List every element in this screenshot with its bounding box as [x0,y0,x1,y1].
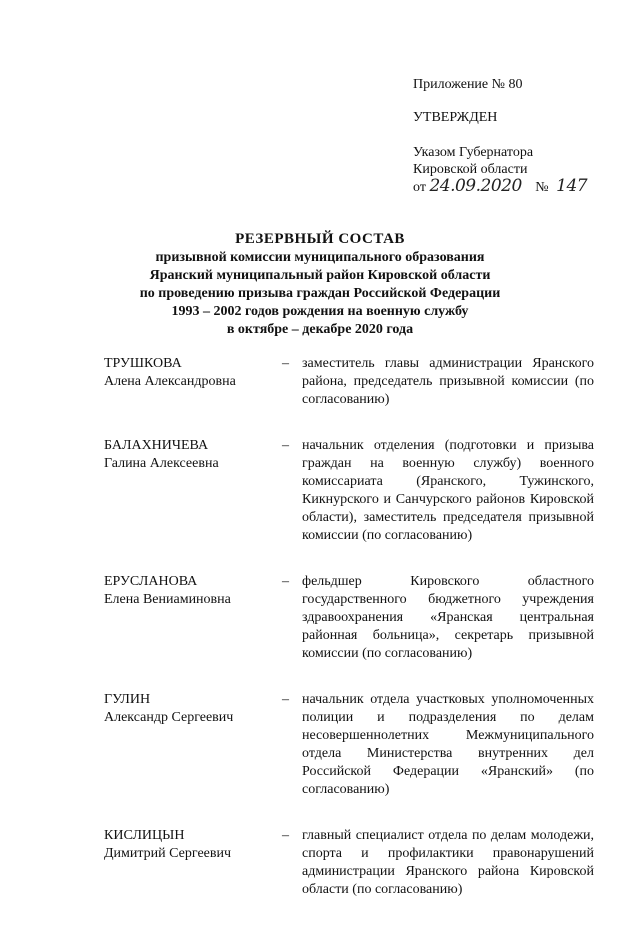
number-sign: № [535,180,549,195]
document-title [0,229,640,339]
approval-block [413,76,587,196]
member-name: Алена Александровна [104,374,236,389]
title-main: РЕЗЕРВНЫЙ СОСТАВ [235,231,405,247]
handwritten-number: 147 [556,176,588,196]
approved-label: УТВЕРЖДЕН [413,110,498,125]
commission-roster [104,355,594,927]
member-name: Димитрий Сергеевич [104,846,232,861]
member-role: заместитель главы администрации Яранского района, председатель призывной комиссии (по согласованию) [302,356,594,407]
roster-entry [104,691,594,799]
title-line: призывной комиссии муниципального образования [155,250,485,265]
member-surname: КИСЛИЦЫН [104,828,185,843]
member-role: главный специалист отдела по делам молодежи, спорта и профилактики правонарушений администрации Яранского района Кировской области (по согласованию) [302,828,594,897]
member-dash: – [282,692,289,707]
member-role: начальник отделения (подготовки и призыва граждан на военную службу) военного комиссариата (Яранского, Тужинского, Кикнурского и Санчурского районов Кировской области), заместитель председателя призывной комиссии (по согласованию) [302,438,594,543]
title-line: по проведению призыва граждан Российской Федерации [139,286,501,301]
member-person [104,691,282,799]
member-name: Елена Вениаминовна [104,592,231,607]
title-line: 1993 – 2002 годов рождения на военную службу [171,304,469,319]
handwritten-date: 24.09.2020 [429,176,522,196]
member-dash: – [282,828,289,843]
roster-entry [104,355,594,409]
member-role: фельдшер Кировского областного государственного бюджетного учреждения здравоохранения «Яранская центральная районная больница», секретарь призывной комиссии (по согласованию) [302,574,594,661]
annex-label: Приложение № 80 [413,77,523,92]
member-name: Галина Алексеевна [104,456,219,471]
decree-line-1: Указом Губернатора [413,145,534,160]
roster-entry [104,437,594,545]
member-person [104,437,282,545]
date-prefix: от [413,180,426,195]
member-person [104,355,282,409]
roster-entry [104,827,594,899]
member-role: начальник отдела участковых уполномоченных полиции и подразделения по делам несовершеннолетних Межмуниципального отдела Министерства внутренних дел Российской Федерации «Яранский» (по согласованию) [302,692,594,797]
member-surname: ГУЛИН [104,692,151,707]
member-person [104,573,282,663]
member-dash: – [282,356,289,371]
decree-date-line [413,178,587,196]
member-surname: ТРУШКОВА [104,356,182,371]
member-dash: – [282,574,289,589]
roster-entry [104,573,594,663]
member-dash: – [282,438,289,453]
member-surname: БАЛАХНИЧЕВА [104,438,209,453]
decree-line-2: Кировской области [413,162,528,177]
title-line: Яранский муниципальный район Кировской области [149,268,491,283]
title-line: в октябре – декабре 2020 года [226,322,414,337]
member-person [104,827,282,899]
member-surname: ЕРУСЛАНОВА [104,574,198,589]
member-name: Александр Сергеевич [104,710,234,725]
